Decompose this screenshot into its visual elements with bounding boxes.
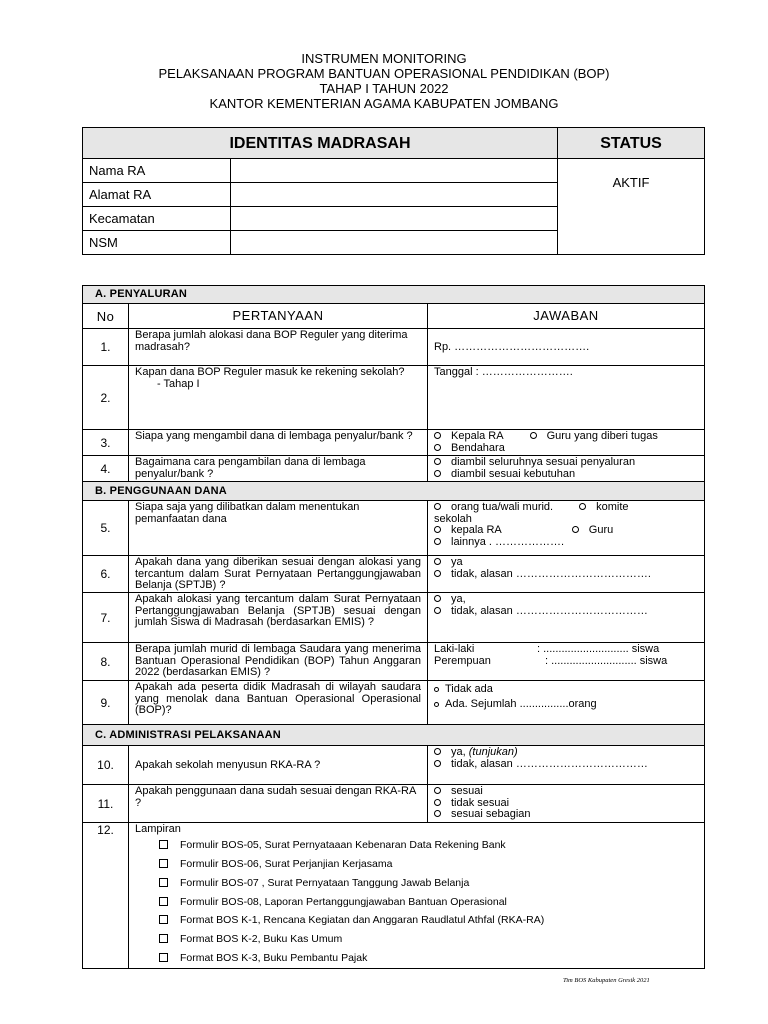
radio-option[interactable]	[434, 470, 441, 477]
option-note: (tunjukan)	[468, 746, 518, 758]
option-label: tidak, alasan ……………………………….	[451, 567, 651, 580]
checkbox[interactable]	[159, 953, 168, 962]
field-label: NSM	[83, 231, 231, 254]
column-answer: JAWABAN	[533, 308, 599, 324]
question-row-7	[83, 593, 704, 643]
answer-cell	[428, 593, 704, 642]
option-label-continued: sekolah	[434, 512, 472, 525]
question-row-11	[83, 785, 704, 823]
option-label: sesuai	[451, 785, 483, 797]
answer-blank[interactable]: Tanggal : …………………….	[434, 366, 573, 378]
option-label: ya,	[451, 746, 466, 758]
attachment-label: Format BOS K-2, Buku Kas Umum	[180, 933, 343, 945]
identity-table-header	[83, 128, 704, 159]
option-label: Bendahara	[451, 441, 505, 454]
identity-row-kecamatan	[83, 207, 558, 231]
option-label: diambil seluruhnya sesuai penyaluran	[451, 456, 636, 468]
question-row-12	[83, 823, 704, 968]
option-label: Kepala RA	[451, 430, 504, 442]
radio-option[interactable]	[434, 748, 441, 755]
question-text: Apakah ada peserta didik Madrasah di wilayah saudara yang menolak dana Bantuan Operasional Operasional (BOP)?	[129, 681, 428, 724]
question-row-4	[83, 456, 704, 482]
header-line-4: KANTOR KEMENTERIAN AGAMA KABUPATEN JOMBANG	[209, 96, 559, 111]
question-text: Apakah alokasi yang tercantum dalam Surat Pernyataan Pertanggungjawaban Belanja (SPTJB) sesuai dengan jumlah Siswa di Madrasah (berdasarkan EMIS) ?	[129, 593, 428, 642]
question-number: 9.	[83, 681, 129, 724]
kecamatan-field[interactable]	[231, 207, 558, 230]
count-label: Perempuan	[434, 654, 491, 667]
option-label: Guru yang diberi tugas	[546, 430, 658, 442]
option-label: ya,	[451, 593, 466, 605]
checkbox[interactable]	[159, 915, 168, 924]
question-row-8	[83, 643, 704, 681]
radio-option[interactable]	[434, 538, 441, 545]
option-label: sesuai sebagian	[451, 808, 531, 820]
header-line-1: INSTRUMEN MONITORING	[301, 51, 467, 66]
attachment-item	[159, 878, 469, 890]
answer-cell	[428, 501, 704, 555]
question-text: Apakah dana yang diberikan sesuai dengan alokasi yang tercantum dalam Surat Pernyataan Pertanggungjawaban Belanja (SPTJB) ?	[129, 556, 428, 592]
attachment-item	[159, 840, 506, 852]
question-text: Berapa jumlah murid di lembaga Saudara yang menerima Bantuan Operasional Pendidikan (BOP) Tahun Anggaran 2022 (berdasarkan EMIS) ?	[129, 643, 428, 680]
answer-cell	[428, 746, 704, 784]
question-text: Kapan dana BOP Reguler masuk ke rekening sekolah?	[135, 366, 405, 378]
radio-option[interactable]	[434, 760, 441, 767]
radio-option[interactable]	[434, 607, 441, 614]
attachment-label: Format BOS K-1, Rencana Kegiatan dan Anggaran Raudlatul Athfal (RKA-RA)	[180, 914, 545, 926]
section-c-heading: C. ADMINISTRASI PELAKSANAAN	[83, 725, 704, 746]
field-label: Nama RA	[83, 159, 231, 182]
radio-option[interactable]	[434, 687, 439, 692]
question-text: Siapa saja yang dilibatkan dalam menentukan pemanfaatan dana	[129, 501, 428, 555]
radio-option[interactable]	[434, 570, 441, 577]
question-row-6	[83, 556, 704, 593]
column-header-row	[83, 304, 704, 329]
identity-row-alamat	[83, 183, 558, 207]
attachment-label: Formulir BOS-05, Surat Pernyataaan Kebenaran Data Rekening Bank	[180, 839, 506, 851]
option-label: ya	[451, 556, 463, 568]
radio-option[interactable]	[579, 503, 586, 510]
attachment-label: Formulir BOS-07 , Surat Pernyataan Tanggung Jawab Belanja	[180, 877, 470, 889]
alamat-ra-field[interactable]	[231, 183, 558, 206]
option-label: tidak, alasan ………………………………	[451, 604, 648, 617]
checkbox[interactable]	[159, 878, 168, 887]
attachment-title: Lampiran	[135, 823, 181, 835]
radio-option[interactable]	[434, 810, 441, 817]
question-row-3	[83, 430, 704, 456]
checkbox[interactable]	[159, 934, 168, 943]
radio-option[interactable]	[434, 702, 439, 707]
question-number: 6.	[83, 556, 129, 592]
option-label: Guru	[588, 524, 614, 536]
answer-cell	[428, 643, 704, 680]
question-number: 2.	[83, 366, 129, 429]
question-row-5	[83, 501, 704, 556]
question-text: Apakah penggunaan dana sudah sesuai dengan RKA-RA ?	[129, 785, 428, 822]
radio-option[interactable]	[434, 526, 441, 533]
option-label: lainnya . ……………….	[451, 535, 565, 548]
question-number: 5.	[83, 501, 129, 555]
question-row-1	[83, 329, 704, 366]
radio-option[interactable]	[434, 503, 441, 510]
answer-cell	[428, 556, 704, 592]
question-number: 4.	[83, 456, 129, 481]
question-row-9	[83, 681, 704, 725]
question-number: 3.	[83, 430, 129, 455]
section-b-heading: B. PENGGUNAAN DANA	[83, 482, 704, 501]
identity-table	[82, 127, 705, 255]
radio-option[interactable]	[530, 432, 537, 439]
question-text: Apakah sekolah menyusun RKA-RA ?	[129, 746, 428, 784]
nsm-field[interactable]	[231, 231, 558, 254]
option-label: orang tua/wali murid.	[451, 501, 554, 513]
question-row-10	[83, 746, 704, 785]
identity-title: IDENTITAS MADRASAH	[83, 128, 558, 159]
answer-blank[interactable]: Rp. ……………………………….	[434, 340, 590, 353]
question-subitem: - Tahap I	[157, 377, 200, 390]
checkbox[interactable]	[159, 897, 168, 906]
status-value: AKTIF	[612, 175, 650, 190]
option-label: Tidak ada	[445, 683, 493, 695]
attachment-item	[159, 897, 507, 909]
attachment-label: Format BOS K-3, Buku Pembantu Pajak	[180, 952, 368, 964]
question-number: 7.	[83, 593, 129, 642]
column-no: No	[83, 304, 129, 328]
question-number: 10.	[83, 746, 129, 784]
option-label: tidak sesuai	[451, 796, 510, 809]
count-blank[interactable]: : ............................ siswa	[537, 643, 660, 655]
radio-option[interactable]	[572, 526, 579, 533]
header-line-2: PELAKSANAAN PROGRAM BANTUAN OPERASIONAL PENDIDIKAN (BOP)	[158, 66, 610, 81]
answer-cell	[428, 329, 704, 365]
field-label: Alamat RA	[83, 183, 231, 206]
option-label: komite	[596, 501, 629, 513]
nama-ra-field[interactable]	[231, 159, 558, 182]
radio-option[interactable]	[434, 444, 441, 451]
attachment-label: Formulir BOS-08, Laporan Pertanggungjawaban Bantuan Operasional	[180, 896, 507, 908]
page-footer: Tim BOS Kabupaten Gresik 2021	[563, 977, 650, 984]
answer-cell	[428, 456, 704, 481]
field-label: Kecamatan	[83, 207, 231, 230]
attachment-cell	[129, 823, 704, 968]
question-number: 11.	[83, 785, 129, 822]
option-label: Ada. Sejumlah ................orang	[445, 698, 597, 710]
count-label: Laki-laki	[434, 643, 475, 655]
answer-cell	[428, 366, 704, 429]
header-line-3: TAHAP I TAHUN 2022	[319, 81, 449, 96]
question-text: Bagaimana cara pengambilan dana di lembaga penyalur/bank ?	[129, 456, 428, 481]
question-text: Siapa yang mengambil dana di lembaga penyalur/bank ?	[129, 430, 428, 455]
radio-option[interactable]	[434, 458, 441, 465]
identity-row-nama	[83, 159, 558, 183]
attachment-label: Formulir BOS-06, Surat Perjanjian Kerjasama	[180, 858, 393, 870]
option-label: tidak, alasan ………………………………	[451, 757, 648, 770]
monitoring-table	[82, 285, 705, 969]
question-number: 12.	[83, 823, 129, 968]
document-header	[0, 51, 768, 111]
question-number: 1.	[83, 329, 129, 365]
section-a-heading: A. PENYALURAN	[83, 286, 704, 304]
radio-option[interactable]	[434, 799, 441, 806]
checkbox[interactable]	[159, 859, 168, 868]
question-cell	[129, 366, 428, 429]
column-question: PERTANYAAN	[129, 304, 428, 328]
radio-option[interactable]	[434, 595, 441, 602]
answer-cell	[428, 785, 704, 822]
radio-option[interactable]	[434, 787, 441, 794]
checkbox[interactable]	[159, 840, 168, 849]
status-title: STATUS	[600, 135, 662, 152]
attachment-item	[159, 934, 342, 946]
attachment-item	[159, 859, 392, 871]
attachment-item	[159, 953, 367, 965]
answer-cell	[428, 430, 704, 455]
identity-row-nsm	[83, 231, 558, 254]
radio-option[interactable]	[434, 558, 441, 565]
count-blank[interactable]: : ............................ siswa	[545, 654, 668, 667]
attachment-item	[159, 915, 544, 927]
question-row-2	[83, 366, 704, 430]
question-number: 8.	[83, 643, 129, 680]
question-text: Berapa jumlah alokasi dana BOP Reguler yang diterima madrasah?	[129, 329, 428, 365]
radio-option[interactable]	[434, 432, 441, 439]
option-label: kepala RA	[451, 524, 502, 536]
answer-cell	[428, 681, 704, 724]
option-label: diambil sesuai kebutuhan	[451, 467, 576, 480]
